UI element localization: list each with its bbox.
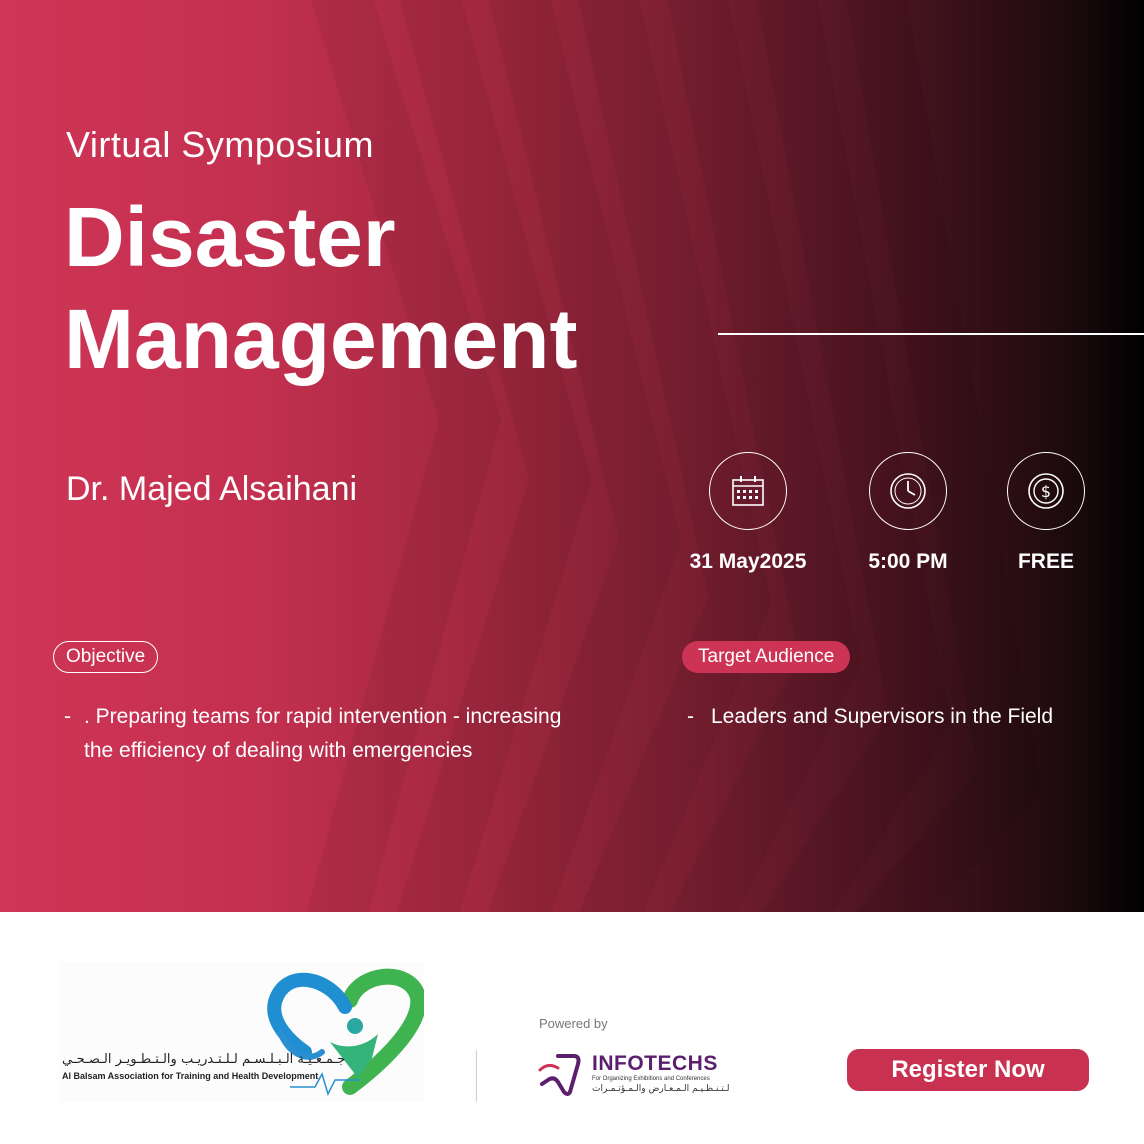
partner-tagline: For Organizing Exhibitions and Conferences bbox=[592, 1076, 710, 1082]
org-name-english: Al Balsam Association for Training and Health Development bbox=[62, 1071, 319, 1081]
partner-tagline-arabic: لـتـنـظـيـم الـمـعـارض والـمـؤتـمـرات bbox=[592, 1084, 730, 1094]
calendar-icon bbox=[709, 452, 787, 530]
title-divider bbox=[718, 333, 1144, 335]
target-audience-label: Target Audience bbox=[682, 641, 850, 673]
heart-logo-icon bbox=[60, 962, 424, 1102]
date-info bbox=[668, 452, 828, 574]
footer-divider bbox=[476, 1050, 477, 1102]
al-balsam-logo bbox=[60, 962, 424, 1102]
objective-line-1: . Preparing teams for rapid intervention - increasing bbox=[84, 705, 562, 728]
audience-bullet: - bbox=[687, 705, 694, 728]
price-info bbox=[966, 452, 1126, 574]
objective-bullet: - bbox=[64, 705, 71, 728]
title-line-1: Disaster bbox=[64, 190, 396, 284]
org-name-arabic: جـمـعـيـة الـبـلـسـم لـلـتـدريـب والـتـطـويـر الـصـحـي bbox=[62, 1052, 346, 1067]
objective-line-2: the efficiency of dealing with emergencies bbox=[84, 739, 473, 762]
svg-text:$: $ bbox=[1040, 482, 1052, 501]
event-title bbox=[64, 186, 577, 390]
event-time: 5:00 PM bbox=[868, 550, 948, 573]
register-now-button[interactable]: Register Now bbox=[847, 1049, 1089, 1091]
dollar-icon bbox=[1007, 452, 1085, 530]
event-type: Virtual Symposium bbox=[66, 124, 374, 165]
time-info bbox=[828, 452, 988, 574]
event-price: FREE bbox=[1017, 550, 1074, 573]
partner-name: INFOTECHS bbox=[592, 1052, 718, 1075]
title-line-2: Management bbox=[64, 292, 578, 386]
objective-label: Objective bbox=[53, 641, 158, 673]
event-date: 31 May2025 bbox=[689, 550, 807, 573]
audience-text: Leaders and Supervisors in the Field bbox=[711, 705, 1054, 728]
powered-by-label: Powered by bbox=[539, 1016, 608, 1031]
speaker-name: Dr. Majed Alsaihani bbox=[66, 470, 358, 508]
objective-text bbox=[84, 700, 561, 768]
infotechs-logo-icon bbox=[538, 1052, 584, 1098]
clock-icon bbox=[869, 452, 947, 530]
